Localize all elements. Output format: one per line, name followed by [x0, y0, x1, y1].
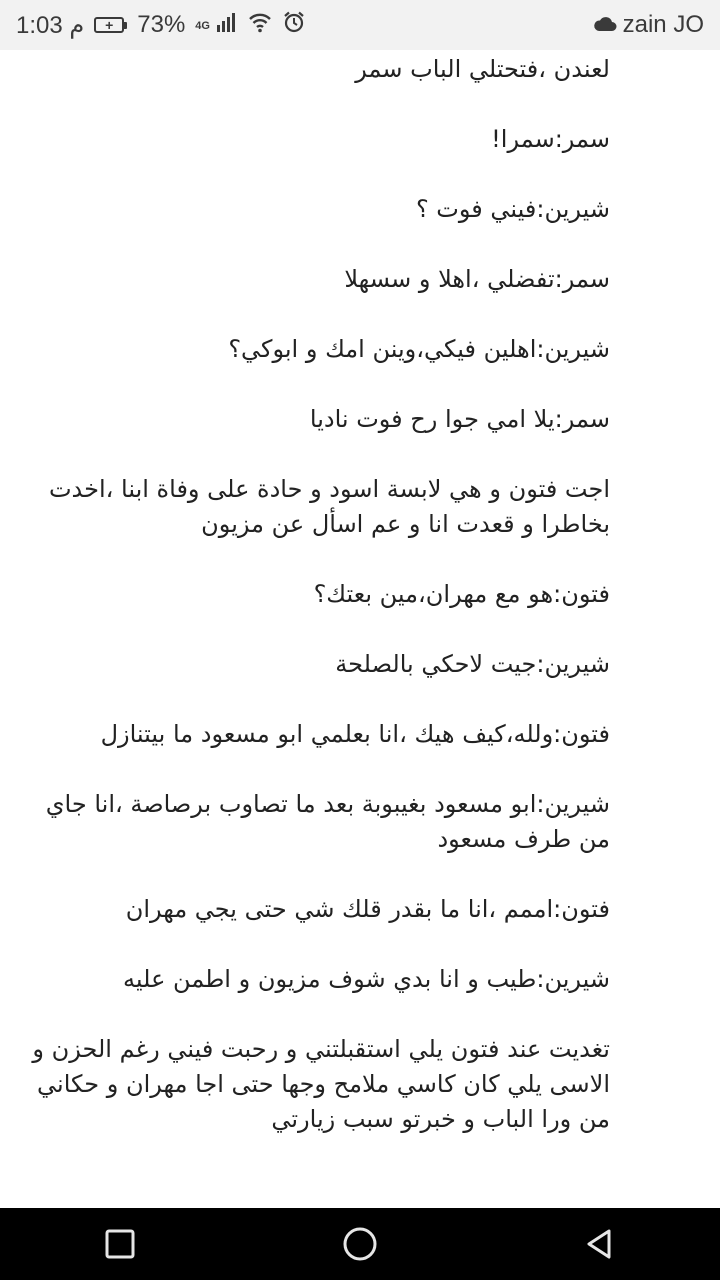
- story-paragraph: اجت فتون و هي لابسة اسود و حادة على وفاة ابنا ،اخدت بخاطرا و قعدت انا و عم اسأل عن مزيون: [48, 475, 610, 538]
- story-paragraph: شيرين:ابو مسعود بغيبوبة بعد ما تصاوب برصاصة ،انا جاي من طرف مسعود: [45, 790, 610, 853]
- story-paragraph: فتون:ولله،كيف هيك ،انا بعلمي ابو مسعود ما بيتنازل: [100, 720, 610, 748]
- story-paragraph: سمر:يلا امي جوا رح فوت ناديا: [309, 405, 610, 433]
- status-left: [16, 10, 306, 41]
- scroll-fade: [0, 1192, 720, 1208]
- recents-button[interactable]: [40, 1208, 200, 1280]
- battery-plus-glyph: +: [94, 17, 124, 33]
- alarm-icon: [282, 10, 306, 41]
- story-scroll-view[interactable]: [0, 50, 720, 1208]
- story-paragraph: لعندن ،فتحتلي الباب سمر: [355, 55, 610, 83]
- carrier-name: zain JO: [622, 11, 704, 38]
- wifi-icon: [248, 11, 272, 40]
- story-paragraph: تغديت عند فتون يلي استقبلتني و رحبت فيني رغم الحزن و الاسى يلي كان كاسي ملامح وجها حتى اجا مهران و حكاني من ورا الباب و خبرتو سبب زيارتي: [32, 1035, 610, 1133]
- clock: 1:03 م: [16, 11, 85, 39]
- back-triangle-icon: [583, 1227, 617, 1261]
- navigation-bar: [0, 1208, 720, 1280]
- circle-icon: [342, 1226, 378, 1262]
- square-icon: [104, 1228, 136, 1260]
- battery-percent: 73%: [137, 11, 186, 38]
- story-text: [20, 52, 710, 1137]
- story-paragraph: شيرين:اهلين فيكي،وينن امك و ابوكي؟: [228, 335, 610, 363]
- story-paragraph: شيرين:جيت لاحكي بالصلحة: [335, 650, 610, 678]
- status-bar: [0, 0, 720, 50]
- status-right: [593, 11, 704, 39]
- story-paragraph: شيرين:طيب و انا بدي شوف مزيون و اطمن عليه: [123, 965, 610, 993]
- story-paragraph: سمر:تفضلي ،اهلا و سسهلا: [344, 265, 610, 293]
- back-button[interactable]: [520, 1208, 680, 1280]
- story-paragraph: شيرين:فيني فوت ؟: [415, 195, 610, 223]
- cloud-icon: [593, 11, 617, 39]
- network-type: 4G: [195, 19, 210, 32]
- signal-icon: [216, 11, 238, 40]
- story-paragraph: فتون:هو مع مهران،مين بعتك؟: [313, 580, 610, 608]
- home-button[interactable]: [280, 1208, 440, 1280]
- story-paragraph: سمر:سمرا!: [491, 125, 610, 153]
- battery-icon: [94, 17, 127, 33]
- story-paragraph: فتون:اممم ،انا ما بقدر قلك شي حتى يجي مهران: [125, 895, 610, 923]
